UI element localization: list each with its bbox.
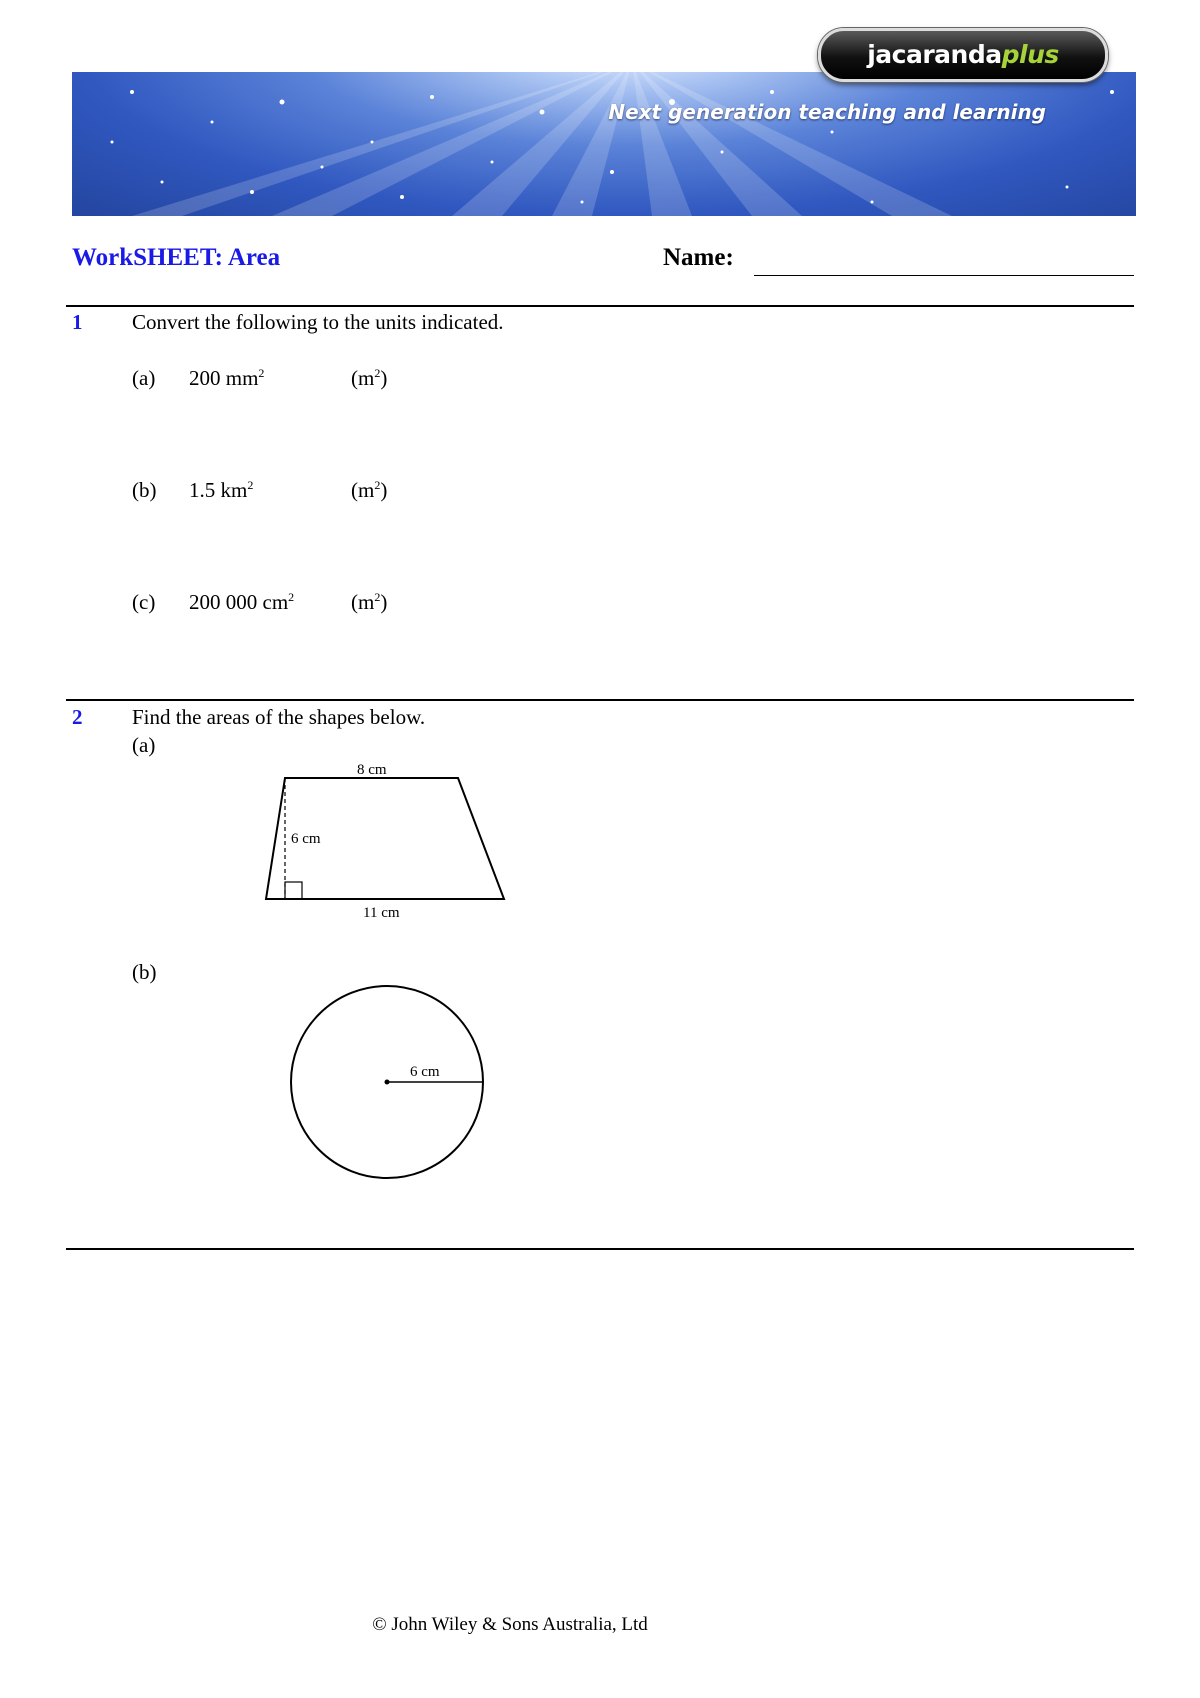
part-value: 200 000 $cm^2$ [189, 590, 295, 614]
copyright-footer: © John Wiley & Sons Australia, Ltd [372, 1614, 648, 1635]
part-label: (c) [132, 590, 156, 614]
part-value: 200 $mm^2$ [189, 366, 265, 390]
section-divider [66, 305, 1134, 307]
part-label: (b) [132, 960, 157, 984]
radius-label: 6 cm [410, 1064, 440, 1080]
section-divider [66, 1248, 1134, 1250]
question-number: 1 [72, 310, 83, 334]
tagline: Next generation teaching and learning [608, 100, 1046, 124]
part-label: (a) [132, 733, 156, 757]
target-unit: $(m^2)$ [351, 478, 388, 502]
section-divider [66, 699, 1134, 701]
right-angle-marker [285, 882, 302, 899]
name-field-line[interactable] [754, 275, 1134, 276]
part-label: (b) [132, 478, 157, 502]
target-unit: $(m^2)$ [351, 366, 388, 390]
circle-diagram [280, 975, 500, 1185]
logo-word: jacaranda [867, 40, 1002, 69]
question-number: 2 [72, 705, 83, 729]
part-label: (a) [132, 366, 156, 390]
header-banner [72, 72, 1136, 216]
name-label: Name: [663, 244, 734, 271]
worksheet-title: WorkSHEET: Area [72, 244, 281, 271]
logo-accent: plus [1001, 40, 1059, 69]
target-unit: $(m^2)$ [351, 590, 388, 614]
top-length-label: 8 cm [357, 762, 387, 778]
base-length-label: 11 cm [363, 905, 400, 921]
trapezium-diagram [255, 755, 515, 925]
question-prompt: Convert the following to the units indicated. [132, 310, 504, 334]
question-prompt: Find the areas of the shapes below. [132, 705, 426, 729]
part-value: 1.5 $km^2$ [189, 478, 254, 502]
starburst-background [72, 72, 1136, 216]
jacaranda-plus-logo [818, 28, 1108, 82]
height-label: 6 cm [291, 831, 321, 847]
